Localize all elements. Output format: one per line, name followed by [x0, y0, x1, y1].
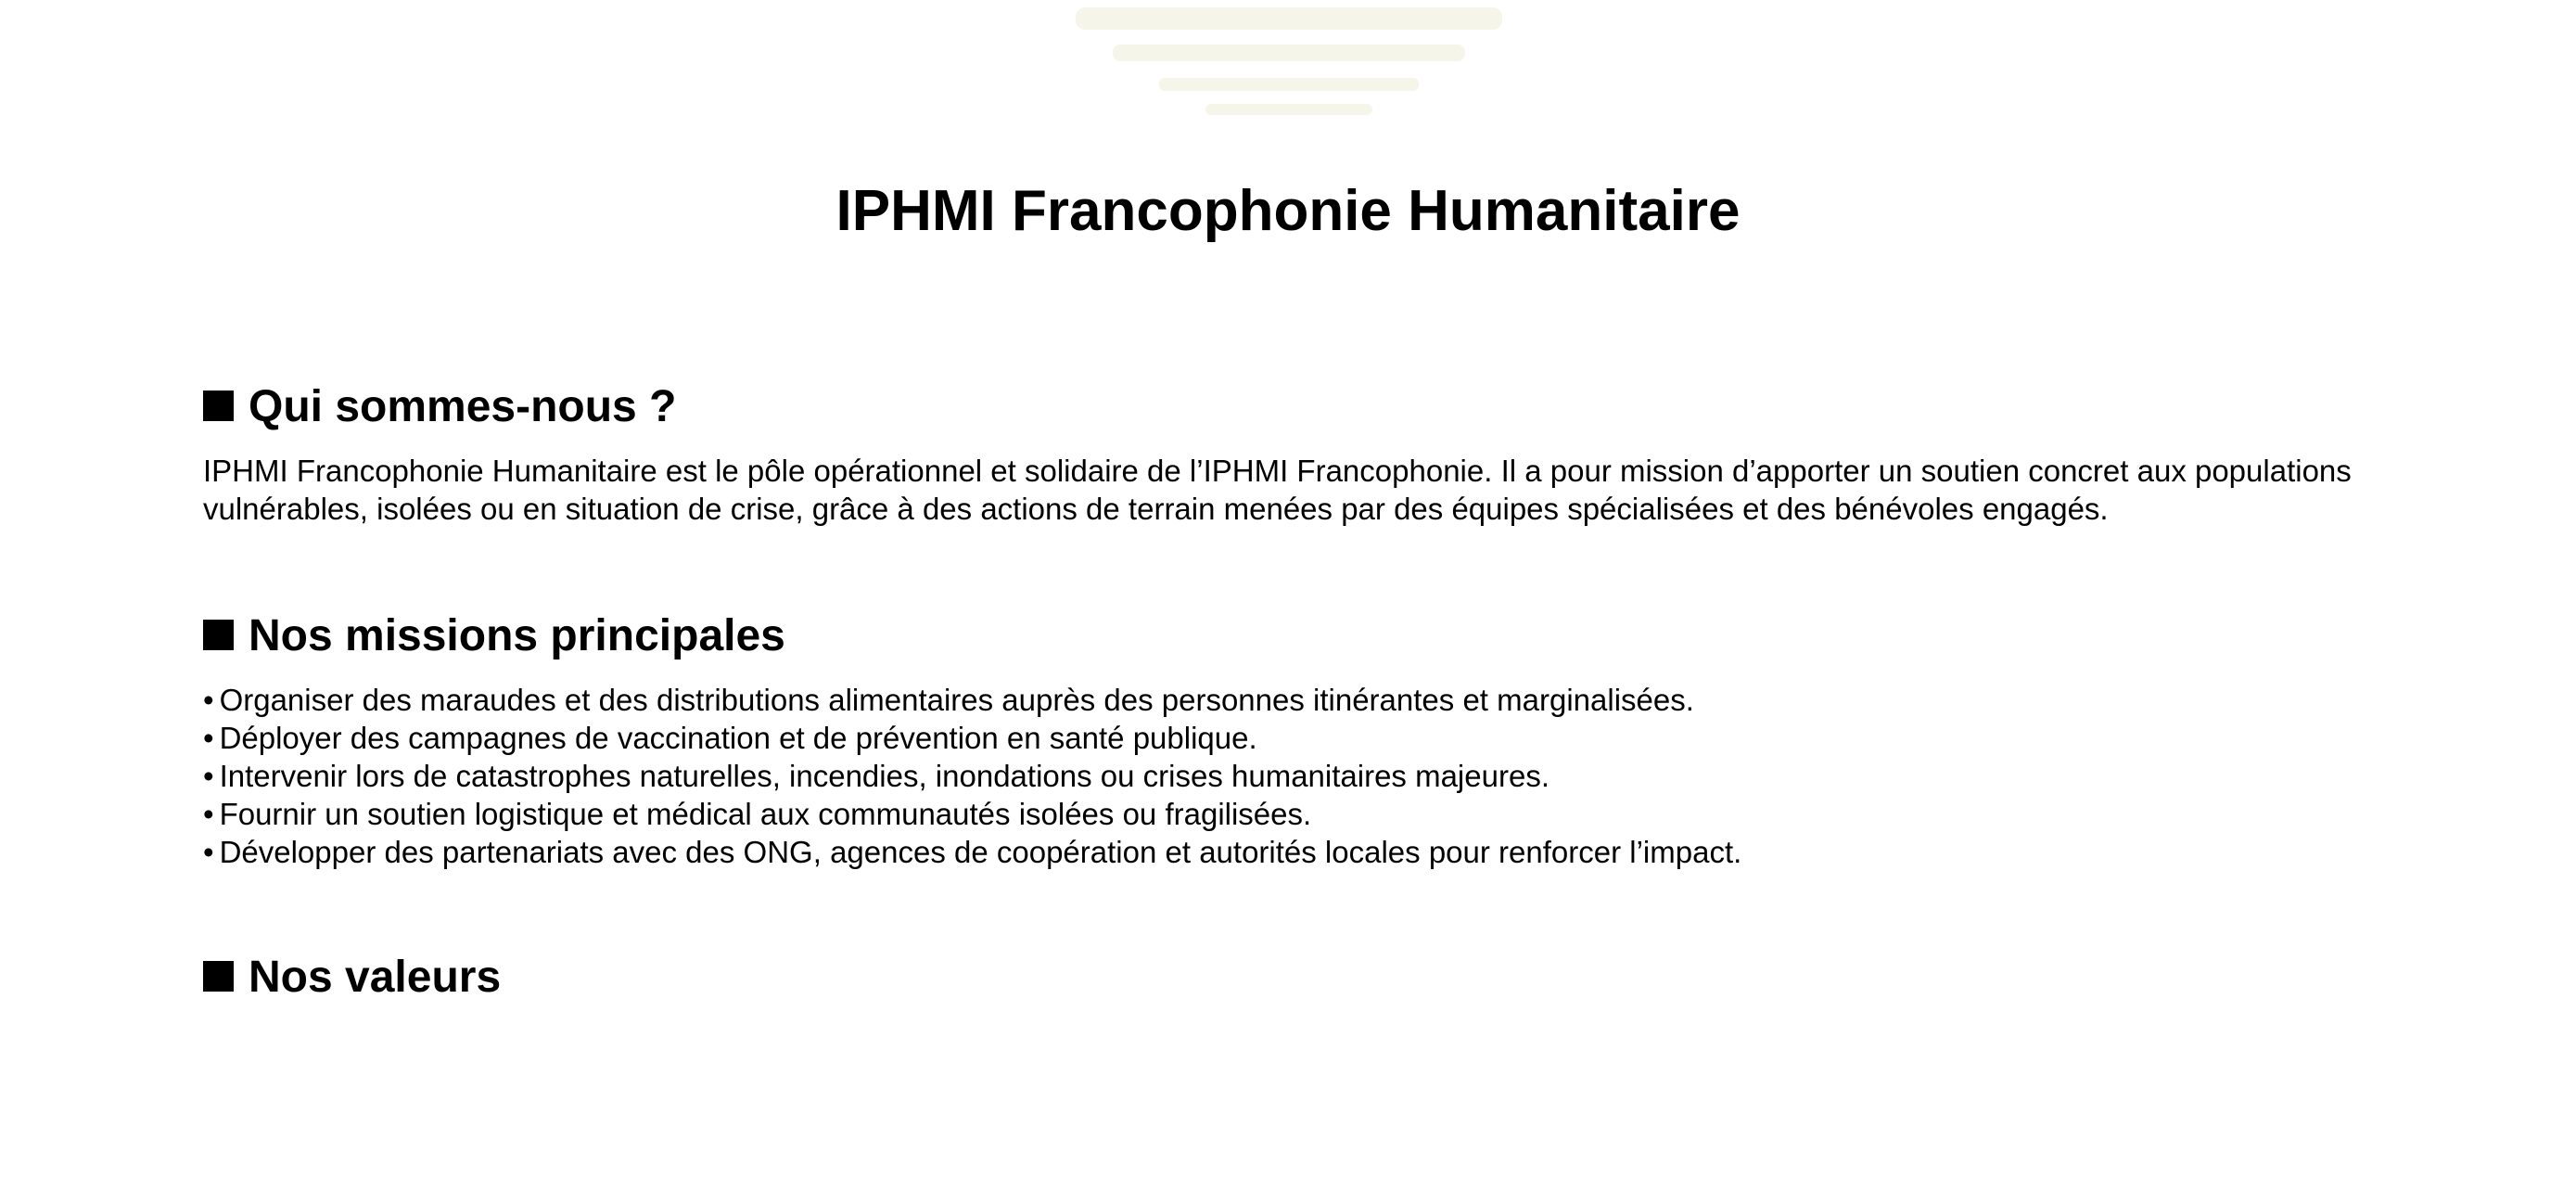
- bullet: •: [203, 721, 214, 755]
- section-heading-missions-text: Nos missions principales: [249, 611, 785, 660]
- list-item: [203, 757, 1741, 795]
- list-item: [203, 795, 1741, 833]
- black-square-icon: [203, 620, 234, 650]
- list-item: [203, 833, 1741, 871]
- missions-list: [203, 681, 1741, 871]
- list-item: [203, 719, 1741, 757]
- bullet: •: [203, 759, 214, 793]
- section-heading-about-text: Qui sommes-nous ?: [249, 382, 677, 431]
- section-heading-about: [203, 379, 676, 435]
- bullet: •: [203, 797, 214, 831]
- section-heading-missions: [203, 608, 785, 664]
- black-square-icon: [203, 961, 234, 992]
- list-item: [203, 681, 1741, 719]
- about-paragraph: IPHMI Francophonie Humanitaire est le pôle opérationnel et solidaire de l’IPHMI Francophonie. Il a pour mission d’apporter un soutien concret aux populations vulnérables, isolées ou en situation de crise, grâce à des actions de terrain menées par des équipes spécialisées et des bénévoles engagés.: [203, 454, 2352, 526]
- black-square-icon: [203, 391, 234, 421]
- list-item-text: Déployer des campagnes de vaccination et de prévention en santé publique.: [219, 721, 1257, 755]
- faint-logo-watermark: [1048, 0, 1530, 139]
- section-heading-values: [203, 950, 501, 1005]
- list-item-text: Intervenir lors de catastrophes naturelles, incendies, inondations ou crises humanitaires majeures.: [219, 759, 1549, 793]
- list-item-text: Développer des partenariats avec des ONG, agences de coopération et autorités locales pour renforcer l’impact.: [219, 835, 1742, 869]
- bullet: •: [203, 683, 214, 717]
- section-heading-values-text: Nos valeurs: [249, 953, 502, 1002]
- list-item-text: Organiser des maraudes et des distributions alimentaires auprès des personnes itinérantes et marginalisées.: [219, 683, 1694, 717]
- bullet: •: [203, 835, 214, 869]
- document-title: IPHMI Francophonie Humanitaire: [835, 179, 1741, 243]
- list-item-text: Fournir un soutien logistique et médical aux communautés isolées ou fragilisées.: [219, 797, 1312, 831]
